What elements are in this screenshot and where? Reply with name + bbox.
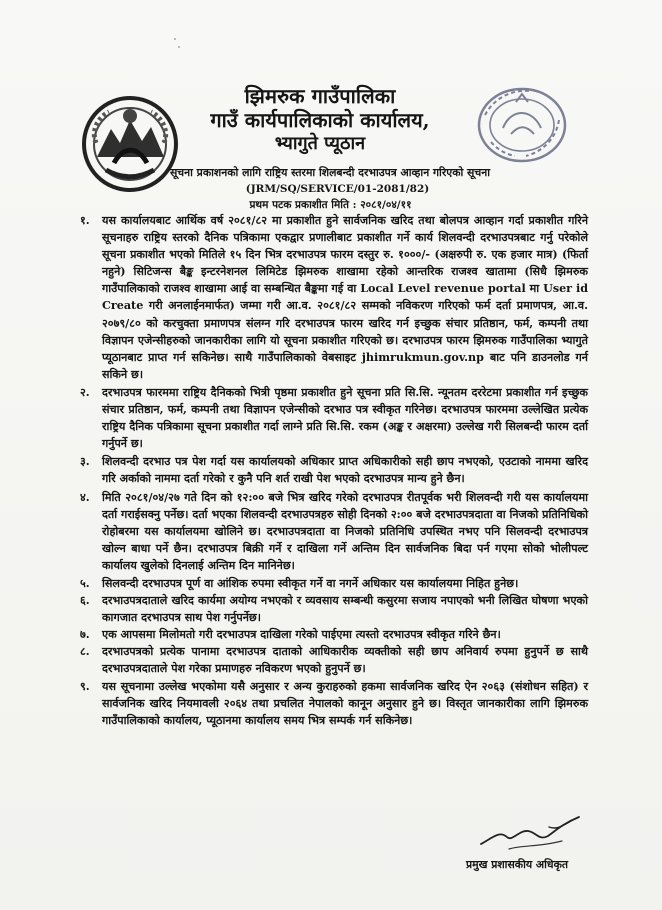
office-location: भ्यागुते प्यूठान bbox=[274, 133, 366, 155]
item-number: २. bbox=[80, 385, 90, 399]
item-text: मिति २०८१/०४/२७ गते दिन को १२:०० बजे भित्र खरिद गरेको दरभाउपत्र रीतपूर्वक भरी शिलवन्दी गरी यस कार्यालयमा दर्ता गराईसक्नु पर्नेछ। दर्ता भएका शिलवन्दी दरभाउपत्रहरु सोही दिनको २:०० बजे दरभाउपत्रदाता वा निजको प्रतिनिधिको रोहोबरमा यस कार्यालयमा खोलिने छ। दरभाउपत्रदाता वा निजको प्रतिनिधि उपस्थित नभए पनि सिलवन्दी दरभाउपत्र खोल्न बाधा पर्ने छैन। दरभाउपत्र बिक्री गर्ने र दाखिला गर्ने अन्तिम दिन सार्वजनिक बिदा पर्न गएमा सोको भोलीपल्ट कार्यालय खुलेको दिनलाई अन्तिम दिन मानिनेछ। bbox=[102, 490, 588, 572]
office-header bbox=[170, 86, 470, 154]
item-text: यस सूचनामा उल्लेख भएकोमा यसै अनुसार र अन्य कुराहरुको हकमा सार्वजनिक खरिद ऐन २०६३ (संशोधन सहित) र सार्वजनिक खरिद नियमावली २०६४ तथा प्रचलित नेपालको कानून अनुसार हुने छ। विस्तृत जानकारीका लागि झिमरुक गाउँपालिकाको कार्यालय, प्यूठानमा कार्यालय समय भित्र सम्पर्क गर्न सकिनेछ। bbox=[102, 679, 588, 727]
notice-item bbox=[80, 592, 588, 626]
municipality-seal-icon bbox=[468, 78, 576, 176]
signature-icon bbox=[475, 806, 587, 860]
item-number: ५. bbox=[80, 576, 90, 590]
item-text: सिलवन्दी दरभाउपत्र पूर्ण वा आंशिक रुपमा स्वीकृत गर्ने वा नगर्ने अधिकार यस कार्यालयमा निहित हुनेछ। bbox=[102, 576, 519, 590]
publish-date: प्रथम पटक प्रकाशीत मिति : २०८१/०४/११ bbox=[249, 199, 412, 211]
page-speck bbox=[178, 46, 180, 48]
item-text: यस कार्यालयबाट आर्थिक वर्ष २०८१/८२ मा प्रकाशीत हुने सार्वजनिक खरिद तथा बोलपत्र आव्हान गर्दा प्रकाशीत गरिने सूचनाहरु राष्ट्रिय स्तरको दैनिक पत्रिकामा एकद्वार प्रणालीबाट प्रकाशीत गर्ने कार्य शिलवन्दी दरभाउपत्रबाट गर्नु परेकोले सूचना प्रकाशीत भएको मितिले १५ दिन भित्र दरभाउपत्र फारम दस्तुर रु. १०००/- (अक्षरुपी रु. एक हजार मात्र) (फिर्ता नहुने) सिटिजन्स बैङ्क इन्टरनेशनल लिमिटेड झिमरुक शाखामा रहेको आन्तरिक राजश्व खातामा (सिधै झिमरुक गाउँपालिकाको राजश्व शाखामा आई वा सम्बन्धित बैङ्कमा गई वा Local Level revenue portal मा User id Create गरी अनलाईनमार्फत) जम्मा गरी आ.व. २०८१/८२ सम्मको नविकरण गरिएको फर्म दर्ता प्रमाणपत्र, आ.व. २०७९/८० को करचुक्ता प्रमाणपत्र संलग्न गरि दरभाउपत्र फारम खरिद गर्न इच्छुक संचार प्रतिष्ठान, फर्म, कम्पनी तथा विज्ञापन एजेन्सीहरुको जानकारीका लागि यो सूचना प्रकाशीत गरिएको छ। दरभाउपत्र फारम झिमरुक गाउँपालिका भ्यागुते प्यूठानबाट प्राप्त गर्न सकिनेछ। साथै गाउँपालिकाको वेबसाइट jhimrukmun.gov.np बाट पनि डाउनलोड गर्न सकिने छ। bbox=[102, 214, 588, 381]
notice-item bbox=[80, 384, 588, 452]
signatory-title: प्रमुख प्रशासकीय अधिकृत bbox=[466, 858, 569, 871]
item-number: ८. bbox=[80, 645, 90, 659]
item-text: दरभाउपत्रको प्रत्येक पानामा दरभाउपत्र दाताको आधिकारीक व्यक्तीको सही छाप अनिवार्य रुपमा हुनुपर्ने छ साथै दरभाउपत्रदाताले पेश गरेका प्रमाणहरु नविकरण भएको हुनुपर्ने छ। bbox=[102, 645, 588, 676]
item-number: ३. bbox=[80, 455, 90, 469]
notice-title: सूचना प्रकाशनको लागि राष्ट्रिय स्तरमा शिलबन्दी दरभाउपत्र आव्हान गरिएको सूचना bbox=[169, 166, 491, 179]
page-speck bbox=[174, 38, 176, 40]
notice-item bbox=[80, 678, 588, 729]
item-text: दरभाउपत्रदाताले खरिद कार्यमा अयोग्य नभएको र व्यवसाय सम्बन्धी कसुरमा सजाय नपाएको भनी लिखित घोषणा भएको कागजात दरभाउपत्र साथ पेश गर्नुपर्नेछ। bbox=[102, 594, 588, 625]
item-number: १. bbox=[80, 214, 90, 227]
notice-reference: (JRM/SQ/SERVICE/01-2081/82) bbox=[245, 183, 430, 195]
notice-item bbox=[80, 453, 588, 487]
notice-item bbox=[80, 643, 588, 677]
item-text: एक आपसमा मिलोमतो गरी दरभाउपत्र दाखिला गरेको पाईएमा त्यस्तो दरभाउपत्र स्वीकृत गरिने छैन। bbox=[102, 628, 501, 642]
item-number: ९. bbox=[80, 679, 90, 693]
office-name: झिमरुक गाउँपालिका bbox=[244, 84, 396, 108]
notice-item bbox=[80, 489, 588, 574]
item-number: ४. bbox=[80, 490, 90, 504]
notice-item bbox=[80, 212, 588, 383]
office-subtitle: गाउँ कार्यपालिकाको कार्यालय, bbox=[210, 107, 430, 132]
notice-item bbox=[80, 575, 588, 592]
item-number: ६. bbox=[80, 594, 90, 608]
item-text: शिलवन्दी दरभाउ पत्र पेश गर्दा यस कार्यालयको अधिकार प्राप्त अधिकारीको सही छाप नभएको, एउटाको नाममा खरिद गरि अर्काको नाममा दर्ता गरेको र कुनै पनि शर्त राखी पेश भएको दरभाउपत्र मान्य हुने छैन। bbox=[102, 455, 588, 486]
item-number: ७. bbox=[80, 628, 90, 642]
item-text: दरभाउपत्र फारममा राष्ट्रिय दैनिकको भित्री पृष्ठमा प्रकाशीत हुने सूचना प्रति सि.सि. न्यूनतम दररेटमा प्रकाशीत गर्न इच्छुक संचार प्रतिष्ठान, फर्म, कम्पनी तथा विज्ञापन एजेन्सीको दरभाउ पत्र स्वीकृत गरिनेछ। दरभाउपत्र फारममा उल्लेखित प्रत्येक राष्ट्रिय दैनिक पत्रिकामा सूचना प्रकाशीत गर्दा लाग्ने प्रति सि.सि. रकम (अङ्क र अक्षरमा) उल्लेख गरी सिलबन्दी फारम दर्ता गर्नुपर्ने छ। bbox=[102, 385, 588, 451]
notice-items bbox=[80, 212, 588, 729]
notice-item bbox=[80, 626, 588, 643]
